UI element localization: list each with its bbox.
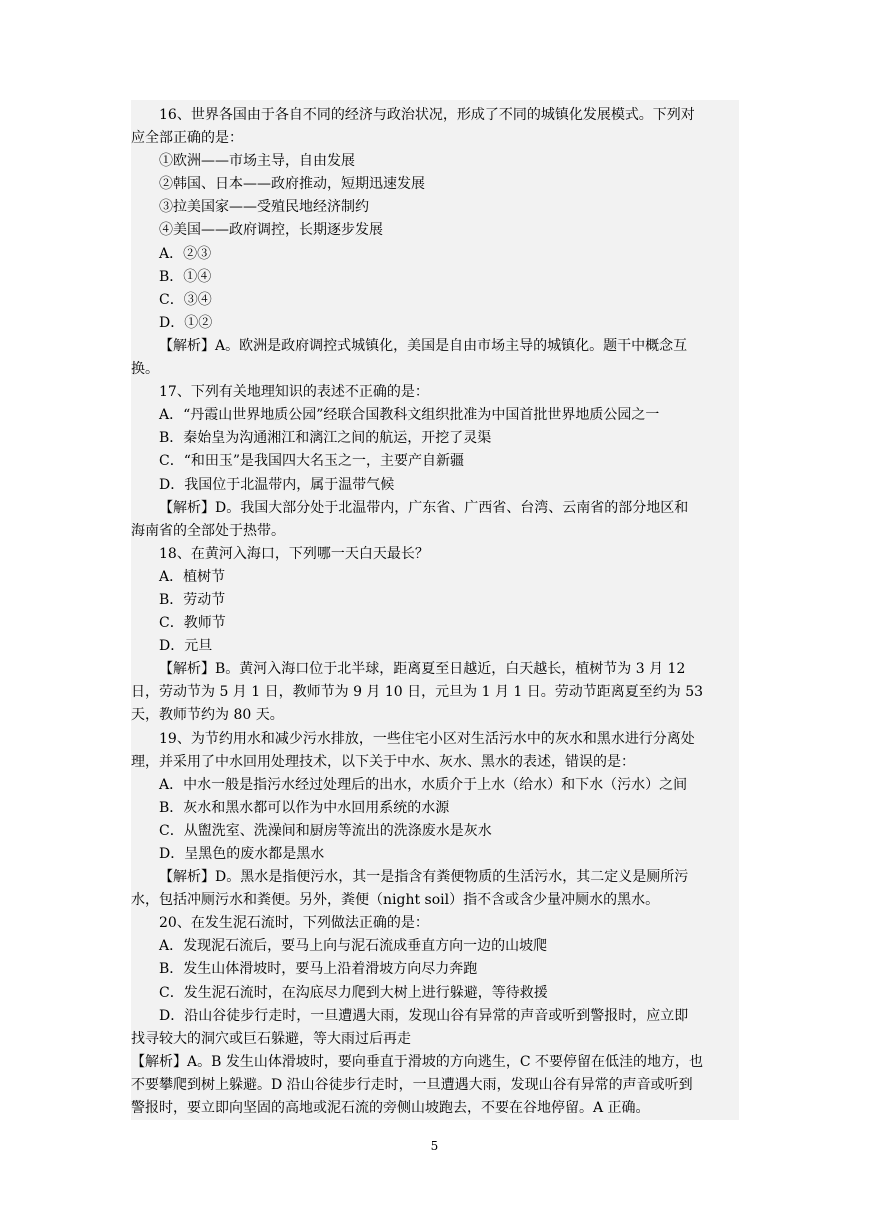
option-line: 找寻较大的洞穴或巨石躲避，等大雨过后再走: [131, 1030, 411, 1047]
option-line: D．沿山谷徒步行走时，一旦遭遇大雨，发现山谷有异常的声音或听到警报时，应立即: [159, 1007, 689, 1024]
option-line: A．发现泥石流后，要马上向与泥石流成垂直方向一边的山坡爬: [159, 938, 548, 955]
question-stem-line: 18、在黄河入海口，下列哪一天白天最长？: [159, 545, 429, 562]
option-line: A．②③: [159, 245, 212, 262]
question-stem-line: 19、为节约用水和减少污水排放，一些住宅小区对生活污水中的灰水和黑水进行分离处: [159, 730, 695, 747]
option-line: D．元旦: [159, 638, 213, 655]
option-line: B．灰水和黑水都可以作为中水回用系统的水源: [159, 799, 450, 816]
analysis-line: 【解析】A。B 发生山体滑坡时，要向垂直于滑坡的方向逃生，C 不要停留在低洼的地方，也: [131, 1053, 704, 1070]
statement-line: ③拉美国家——受殖民地经济制约: [159, 199, 369, 216]
analysis-line: 【解析】A。欧洲是政府调控式城镇化，美国是自由市场主导的城镇化。题干中概念互: [159, 337, 688, 354]
question-stem-line: 20、在发生泥石流时，下列做法正确的是：: [159, 915, 429, 932]
analysis-line: 不要攀爬到树上躲避。D 沿山谷徒步行走时，一旦遭遇大雨，发现山谷有异常的声音或听到: [131, 1076, 693, 1093]
analysis-line: 【解析】D。我国大部分处于北温带内，广东省、广西省、台湾、云南省的部分地区和: [159, 499, 689, 516]
option-line: C．发生泥石流时，在沟底尽力爬到大树上进行躲避，等待救援: [159, 984, 548, 1001]
analysis-line: 海南省的全部处于热带。: [131, 522, 285, 539]
option-line: B．①④: [159, 268, 212, 285]
option-line: B．秦始皇为沟通湘江和漓江之间的航运，开挖了灵渠: [159, 430, 492, 447]
option-line: C．教师节: [159, 615, 226, 632]
statement-line: ①欧洲——市场主导，自由发展: [159, 153, 355, 170]
analysis-line: 【解析】D。黑水是指便污水，其一是指含有粪便物质的生活污水，其二定义是厕所污: [159, 869, 689, 886]
statement-line: ④美国——政府调控，长期逐步发展: [159, 222, 383, 239]
option-line: C．③④: [159, 291, 212, 308]
question-stem-line: 17、下列有关地理知识的表述不正确的是：: [159, 384, 429, 401]
analysis-line: 警报时，要立即向坚固的高地或泥石流的旁侧山坡跑去，不要在谷地停留。A 正确。: [131, 1100, 650, 1117]
analysis-line: 天，教师节约为 80 天。: [131, 707, 284, 724]
option-line: B．劳动节: [159, 591, 226, 608]
question-stem-line: 16、世界各国由于各自不同的经济与政治状况，形成了不同的城镇化发展模式。下列对: [159, 107, 695, 123]
option-line: D．①②: [159, 314, 213, 331]
analysis-line: 水，包括冲厕污水和粪便。另外，粪便（night soil）指不含或含少量冲厕水的黑水。: [131, 892, 660, 909]
analysis-line: 【解析】B。黄河入海口位于北半球，距离夏至日越近，白天越长，植树节为 3 月 12: [159, 661, 686, 678]
option-line: C．“和田玉”是我国四大名玉之一，主要产自新疆: [159, 453, 465, 470]
question-stem-line: 应全部正确的是：: [131, 130, 243, 147]
document-body: [131, 104, 739, 1120]
analysis-line: 日，劳动节为 5 月 1 日，教师节为 9 月 10 日，元旦为 1 月 1 日。劳动节距离夏至约为 53: [131, 684, 704, 701]
option-line: A．“丹霞山世界地质公园”经联合国教科文组织批准为中国首批世界地质公园之一: [159, 407, 660, 424]
page-number: 5: [430, 1139, 439, 1153]
statement-line: ②韩国、日本——政府推动，短期迅速发展: [159, 176, 425, 193]
question-stem-line: 理，并采用了中水回用处理技术，以下关于中水、灰水、黑水的表述，错误的是：: [131, 753, 635, 770]
option-line: D．我国位于北温带内，属于温带气候: [159, 476, 395, 493]
analysis-line: 换。: [131, 361, 159, 378]
option-line: B．发生山体滑坡时，要马上沿着滑坡方向尽力奔跑: [159, 961, 478, 978]
option-line: A．植树节: [159, 568, 226, 585]
option-line: C．从盥洗室、洗澡间和厨房等流出的洗涤废水是灰水: [159, 822, 492, 839]
option-line: A．中水一般是指污水经过处理后的出水，水质介于上水（给水）和下水（污水）之间: [159, 776, 688, 793]
option-line: D．呈黑色的废水都是黑水: [159, 846, 325, 862]
